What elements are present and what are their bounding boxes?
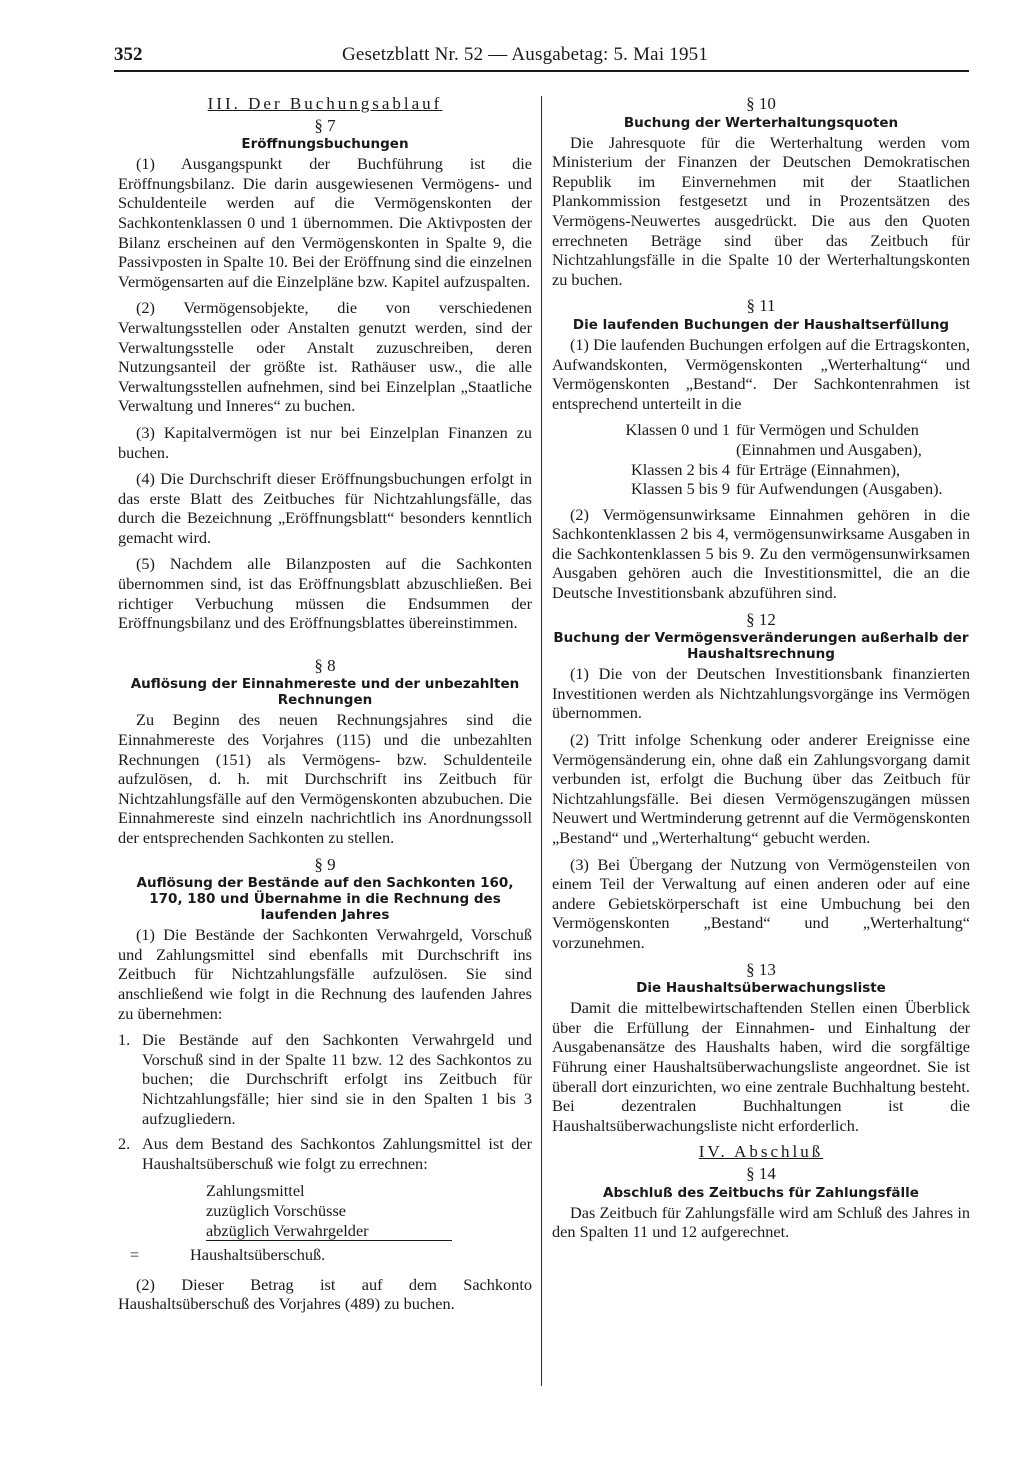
paragraph-number-11: § 11 (746, 296, 776, 316)
paragraph-7-3: (3) Kapitalvermögen ist nur bei Einzelplan Finanzen zu buchen. (118, 422, 532, 462)
list-item-number: 2. (118, 1134, 131, 1154)
class-description: für Aufwendungen (Ausgaben). (736, 479, 943, 499)
paragraph-12-2: (2) Tritt infolge Schenkung oder anderer Ereignisse eine Vermögensänderung ein, ohne daß ein Zahlungsvorgang damit verbunden ist, erfolgt die Buchung über das Zeitbuch für Nichtzahlungsfälle. Bei diesen Vermögenszugängen müssen Neuwert und Wertminderung getrennt auf die Vermögenskonten „Bestand“ und „Werterhaltung“ gebucht werden. (552, 730, 970, 847)
calculation-block (206, 1181, 474, 1241)
calc-result (130, 1245, 532, 1265)
paragraph-number-7: § 7 (314, 115, 336, 135)
calc-result-text: Haushaltsüberschuß. (190, 1245, 326, 1265)
paragraph-9-1: (1) Die Bestände der Sachkonten Verwahrgeld, Vorschuß und Zahlungsmittel sind ebenfalls mit Durchschrift ins Zeitbuch für Nichtzahlungsfälle aufzulösen. Sie sind anschließend wie folgt in die Rechnung des laufenden Jahres zu übernehmen: (118, 925, 532, 1023)
class-range: Klassen 0 und 1 (625, 420, 730, 440)
paragraph-heading-8: Auflösung der Einnahmereste und der unbezahlten Rechnungen (130, 676, 520, 709)
paragraph-11-2: (2) Vermögensunwirksame Einnahmen gehören in die Sachkontenklassen 2 bis 4, vermögensunwirksame Ausgaben in die Sachkontenklassen 5 bis 9. Zu den vermögensunwirksamen Ausgaben gehören auch die Investitionsmittel, die an die Deutsche Investitionsbank abzuführen sind. (552, 504, 970, 603)
account-classes (552, 420, 970, 498)
header-title: Gesetzblatt Nr. 52 — Ausgabetag: 5. Mai 1951 (342, 44, 709, 65)
paragraph-heading-13: Die Haushaltsüberwachungsliste (636, 980, 886, 997)
section-title-iii: III. Der Buchungsablauf (207, 94, 443, 113)
paragraph-7-1: (1) Ausgangspunkt der Buchführung ist die Eröffnungsbilanz. Die darin ausgewiesenen Vermögens- und Schuldenteile werden auf die Vermögenskonten der Sachkontenklassen 0 und 1 übernommen. Die Aktivposten der Bilanz erscheinen auf den Vermögenskonten in Spalte 9, die Passivposten in Spalte 10. Bei der Eröffnung sind die einzelnen Vermögensarten auf die Einzelpläne bzw. Kapitel aufzuspalten. (118, 154, 532, 291)
paragraph-heading-10: Buchung der Werterhaltungsquoten (623, 114, 899, 131)
class-description: für Erträge (Einnahmen), (736, 459, 901, 479)
paragraph-number-14: § 14 (746, 1163, 776, 1183)
paragraph-heading-7: Eröffnungsbuchungen (241, 136, 409, 153)
paragraph-7-5: (5) Nachdem alle Bilanzposten auf die Sachkonten übernommen sind, ist das Eröffnungsblatt abzuschließen. Bei richtiger Verbuchung müssen die Endsummen der Eröffnungsbilanz und des Eröffnungsblattes übereinstimmen. (118, 554, 532, 633)
paragraph-number-12: § 12 (746, 609, 776, 629)
list-item-number: 1. (118, 1030, 131, 1050)
paragraph-number-10: § 10 (746, 94, 776, 113)
paragraph-8-1: Zu Beginn des neuen Rechnungsjahres sind die Einnahmereste des Vorjahres (115) und die unbezahlten Rechnungen (151) als Vermögens- bzw. Schuldenteile aufzulösen, d. h. mit Durchschrift ins Zeitbuch für Nichtzahlungsfälle auf den Vermögenskonten abzubuchen. Die Einnahmereste sind einzeln nachrichtlich ins Anordnungssoll der entsprechenden Sachkonten zu stellen. (118, 710, 532, 847)
class-range: Klassen 5 bis 9 (630, 479, 730, 499)
class-row (552, 460, 970, 480)
left-column (118, 92, 532, 1321)
class-description: für Vermögen und Schulden (Einnahmen und Ausgaben), (736, 420, 922, 459)
page-number: 352 (114, 44, 143, 65)
paragraph-heading-9: Auflösung der Bestände auf den Sachkonten 160, 170, 180 und Übernahme in die Rechnung des laufenden Jahres (136, 875, 514, 924)
numbered-list (118, 1030, 532, 1173)
section-title-iv: IV. Abschluß (698, 1142, 824, 1162)
list-item-text: Aus dem Bestand des Sachkontos Zahlungsmittel ist der Haushaltsüberschuß wie folgt zu errechnen: (142, 1134, 532, 1173)
class-range: Klassen 2 bis 4 (630, 459, 730, 479)
paragraph-heading-14: Abschluß des Zeitbuchs für Zahlungsfälle (603, 1184, 919, 1201)
column-divider (541, 96, 542, 1386)
paragraph-9-2: (2) Dieser Betrag ist auf dem Sachkonto Haushaltsüberschuß des Vorjahres (489) zu buchen. (118, 1274, 532, 1314)
class-row (552, 479, 970, 499)
paragraph-heading-12: Buchung der Vermögensveränderungen außerhalb der Haushaltsrechnung (553, 630, 969, 663)
calc-line-2: zuzüglich Vorschüsse (206, 1200, 347, 1220)
list-item (118, 1030, 532, 1128)
paragraph-number-8: § 8 (314, 655, 336, 675)
paragraph-12-3: (3) Bei Übergang der Nutzung von Vermögensteilen von einem Teil der Verwaltung auf einen anderen oder auf eine andere Gebietskörperschaft ist eine Umbuchung bei den Vermögenskonten „Bestand“ und „Werterhaltung“ vorzunehmen. (552, 854, 970, 952)
paragraph-number-9: § 9 (314, 854, 336, 874)
class-row (552, 420, 970, 459)
list-item-text: Die Bestände auf den Sachkonten Verwahrgeld und Vorschuß sind in der Spalte 11 bzw. 12 des Sachkontos zu buchen; die Durchschrift erfolgt ins Zeitbuch für Nichtzahlungsfälle; hier sind sie in den Spalten 1 bis 3 aufzugliedern. (142, 1030, 532, 1128)
paragraph-7-2: (2) Vermögensobjekte, die von verschiedenen Verwaltungsstellen oder Anstalten genutzt werden, sind der Verwaltungsstelle oder Anstalt zuzuschreiben, deren Nutzungsanteil der größte ist. Rathäuser usw., die alle Verwaltungsstellen aufnehmen, sind bei Einzelplan „Staatliche Verwaltung und Inneres“ zu buchen. (118, 298, 532, 416)
paragraph-10-1: Die Jahresquote für die Werterhaltung werden vom Ministerium der Finanzen der Deutschen Demokratischen Republik im Einvernehmen mit der Staatlichen Plankommission festgesetzt und in Prozentsätzen des Vermögens-Neuwertes ausgedrückt. Die aus den Quoten errechneten Beträge sind über das Zeitbuch für Nichtzahlungsfälle in die Spalte 10 der Werterhaltungskonten zu buchen. (552, 132, 970, 289)
paragraph-14-1: Das Zeitbuch für Zahlungsfälle wird am Schluß des Jahres in den Spalten 11 und 12 aufgerechnet. (552, 1202, 970, 1242)
calc-line-1: Zahlungsmittel (206, 1181, 305, 1201)
page-header (114, 40, 969, 72)
paragraph-12-1: (1) Die von der Deutschen Investitionsbank finanzierten Investitionen werden als Nichtzahlungsvorgänge ins Vermögen übernommen. (552, 664, 970, 723)
paragraph-heading-11: Die laufenden Buchungen der Haushaltserfüllung (572, 316, 950, 333)
paragraph-7-4: (4) Die Durchschrift dieser Eröffnungsbuchungen erfolgt in das erste Blatt des Zeitbuches für Nichtzahlungsfälle, das durch die Bezeichnung „Eröffnungsblatt“ besonders kenntlich gemacht wird. (118, 469, 532, 547)
right-column (552, 92, 970, 1249)
paragraph-13-1: Damit die mittelbewirtschaftenden Stellen einen Überblick über die Erfüllung der Einnahmen- und Einhaltung der Ausgabenansätze des Haushalts haben, wird die sorgfältige Führung einer Haushaltsüberwachungsliste angeordnet. Sie ist überall dort einzurichten, wo eine zentrale Buchhaltung besteht. Bei dezentralen Buchhaltungen ist die Haushaltsüberwachungsliste nicht erforderlich. (552, 998, 970, 1135)
calc-equals: = (130, 1245, 140, 1265)
list-item (118, 1134, 532, 1173)
paragraph-number-13: § 13 (746, 959, 776, 979)
paragraph-11-1: (1) Die laufenden Buchungen erfolgen auf die Ertragskonten, Aufwandskonten, Vermögenskonten „Werterhaltung“ und Vermögenskonten „Bestand“. Der Sachkontenrahmen ist entsprechend unterteilt in die (552, 334, 970, 413)
calc-line-3: abzüglich Verwahrgelder (206, 1221, 452, 1242)
